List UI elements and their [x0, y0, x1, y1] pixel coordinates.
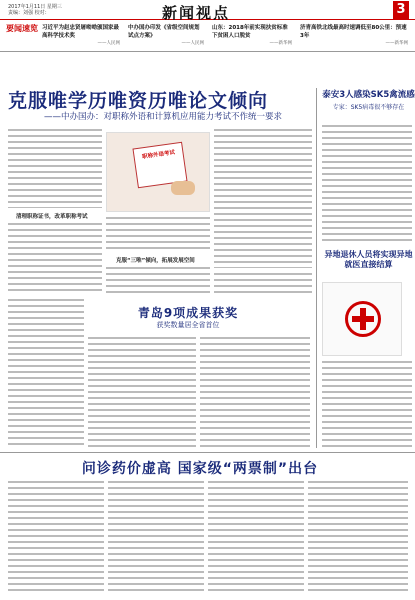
medical-insurance-image	[322, 282, 402, 356]
article-body	[88, 336, 196, 448]
column-divider	[316, 88, 317, 448]
news-briefs	[0, 22, 415, 52]
article-body	[108, 480, 204, 592]
briefs-tag: 要闻速览	[6, 24, 38, 33]
illustration-image	[106, 132, 210, 212]
hand-illustration	[171, 181, 195, 195]
sidebar-headline-2[interactable]: 异地退休人员将实现异地就医直接结算	[324, 250, 413, 269]
article-body	[200, 336, 310, 448]
article-body	[8, 128, 102, 208]
illustration-label: 职称外语考试	[141, 149, 176, 161]
section-divider	[0, 452, 415, 453]
editor-text: 责编：刘强 校对：	[8, 10, 50, 16]
article-body	[106, 216, 210, 252]
brief-headline: 山东：2018年前实现扶贫标准下贫困人口脱贫	[212, 25, 288, 39]
article-body	[8, 480, 104, 592]
brief-item[interactable]	[300, 24, 408, 48]
brief-headline: 济青高铁北线最高时速调低至80公里：预速3年	[300, 25, 407, 39]
brief-source: ——人民网	[97, 41, 120, 46]
article-body	[8, 298, 84, 448]
mid-subheadline: 获奖数量居全省首位	[156, 321, 220, 329]
brief-source: ——人民网	[181, 41, 204, 46]
article-body	[214, 272, 312, 296]
article-body	[308, 480, 408, 592]
mid-headline[interactable]: 青岛9项成果获奖	[137, 306, 239, 320]
brief-source: ——新华网	[269, 41, 292, 46]
article-subhead: 清理职称证书，改革职称考试	[16, 214, 88, 220]
page-number: 3	[393, 1, 409, 19]
main-headline[interactable]: 克服唯学历唯资历唯论文倾向	[8, 90, 269, 112]
medical-cross-icon	[345, 301, 381, 337]
bottom-headline[interactable]: 问诊药价虚高 国家级“两票制”出台	[81, 461, 319, 477]
sidebar-headline[interactable]: 泰安3人感染SK5禽流感	[322, 90, 415, 100]
article-body	[8, 222, 102, 292]
article-body	[208, 480, 304, 592]
section-title: 新闻视点	[162, 4, 231, 22]
brief-headline: 中办国办印发《省级空间规划试点方案》	[128, 25, 200, 39]
article-subhead: 克服“三唯”倾向，拓展发展空间	[116, 258, 195, 264]
brief-headline: 习近平为赵忠贤屠呦呦颁国家最高科学技术奖	[42, 25, 120, 39]
brief-item[interactable]	[128, 24, 204, 48]
brief-source: ——新华网	[385, 41, 408, 46]
article-body	[214, 128, 312, 268]
sidebar-body	[322, 360, 412, 450]
brief-item[interactable]	[212, 24, 292, 48]
sidebar-body	[322, 124, 412, 244]
sidebar-subheadline: 专家：SK5病毒很不够存在	[332, 104, 405, 111]
date-text: 2017年1月11日 星期三	[8, 4, 62, 10]
main-subheadline: ——中办国办：对职称外语和计算机应用能力考试不作统一要求	[44, 112, 283, 122]
date-line	[8, 4, 62, 16]
page-header	[0, 0, 415, 20]
sidebar-story	[322, 90, 415, 111]
brief-item[interactable]	[42, 24, 120, 48]
article-body	[106, 266, 210, 296]
